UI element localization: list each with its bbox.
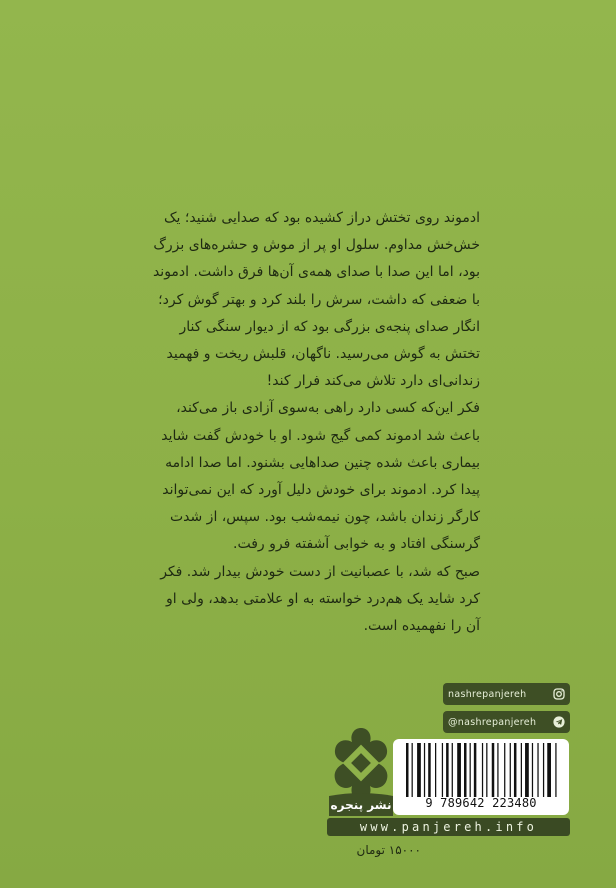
telegram-handle: @nashrepanjereh [448,716,537,728]
blurb-paragraph-3: صبح که شد، با عصبانیت از دست خودش بیدار شد. فکر کرد شاید یک هم‌درد خواسته به او علامتی بدهد، ولی او آن را نفهمیده است. [160,563,480,635]
isbn-number: 9 789642 223480 [425,796,537,810]
blurb-paragraph-1: ادموند روی تختش دراز کشیده بود که صدایی شنید؛ یک خش‌خش مداوم. سلول او پر از موش و حشره‌های بزرگ بود، اما این صدا با صدای همه‌ی آن‌ها فرق داشت. ادموند با ضعفی که داشت، سرش را بلند کرد و بهتر گوش کرد؛ انگار صدای پنجه‌ی بزرگی بود که از دیوار سنگی کنار تختش به گوش می‌رسید. ناگهان، قلبش ریخت و فهمید زندانی‌ای دارد تلاش می‌کند فرار کند! [152,210,480,390]
telegram-badge [443,711,570,733]
instagram-icon [552,688,565,701]
publisher-logo-text: نشر پنجره [330,798,392,812]
blurb-paragraph-2: فکر این‌که کسی دارد راهی به‌سوی آزادی باز می‌کند، باعث شد ادموند کمی گیج شود. او با خودش گفت شاید بیماری باعث شده چنین صداهایی بشنود. اما صدا ادامه پیدا کرد. ادموند برای خودش دلیل آورد که این نمی‌تواند کارگر زندان باشد، چون نیمه‌شب بود. سپس، از شدت گرسنگی افتاد و به خوابی آشفته فرو رفت. [161,400,480,553]
telegram-icon [552,716,565,729]
instagram-handle: nashrepanjereh [448,688,527,700]
book-blurb [150,205,480,640]
publisher-website: www.panjereh.info [327,818,570,836]
price-label: ۱۵۰۰۰ تومان [356,843,421,857]
instagram-badge [443,683,570,705]
barcode-image [404,743,558,797]
